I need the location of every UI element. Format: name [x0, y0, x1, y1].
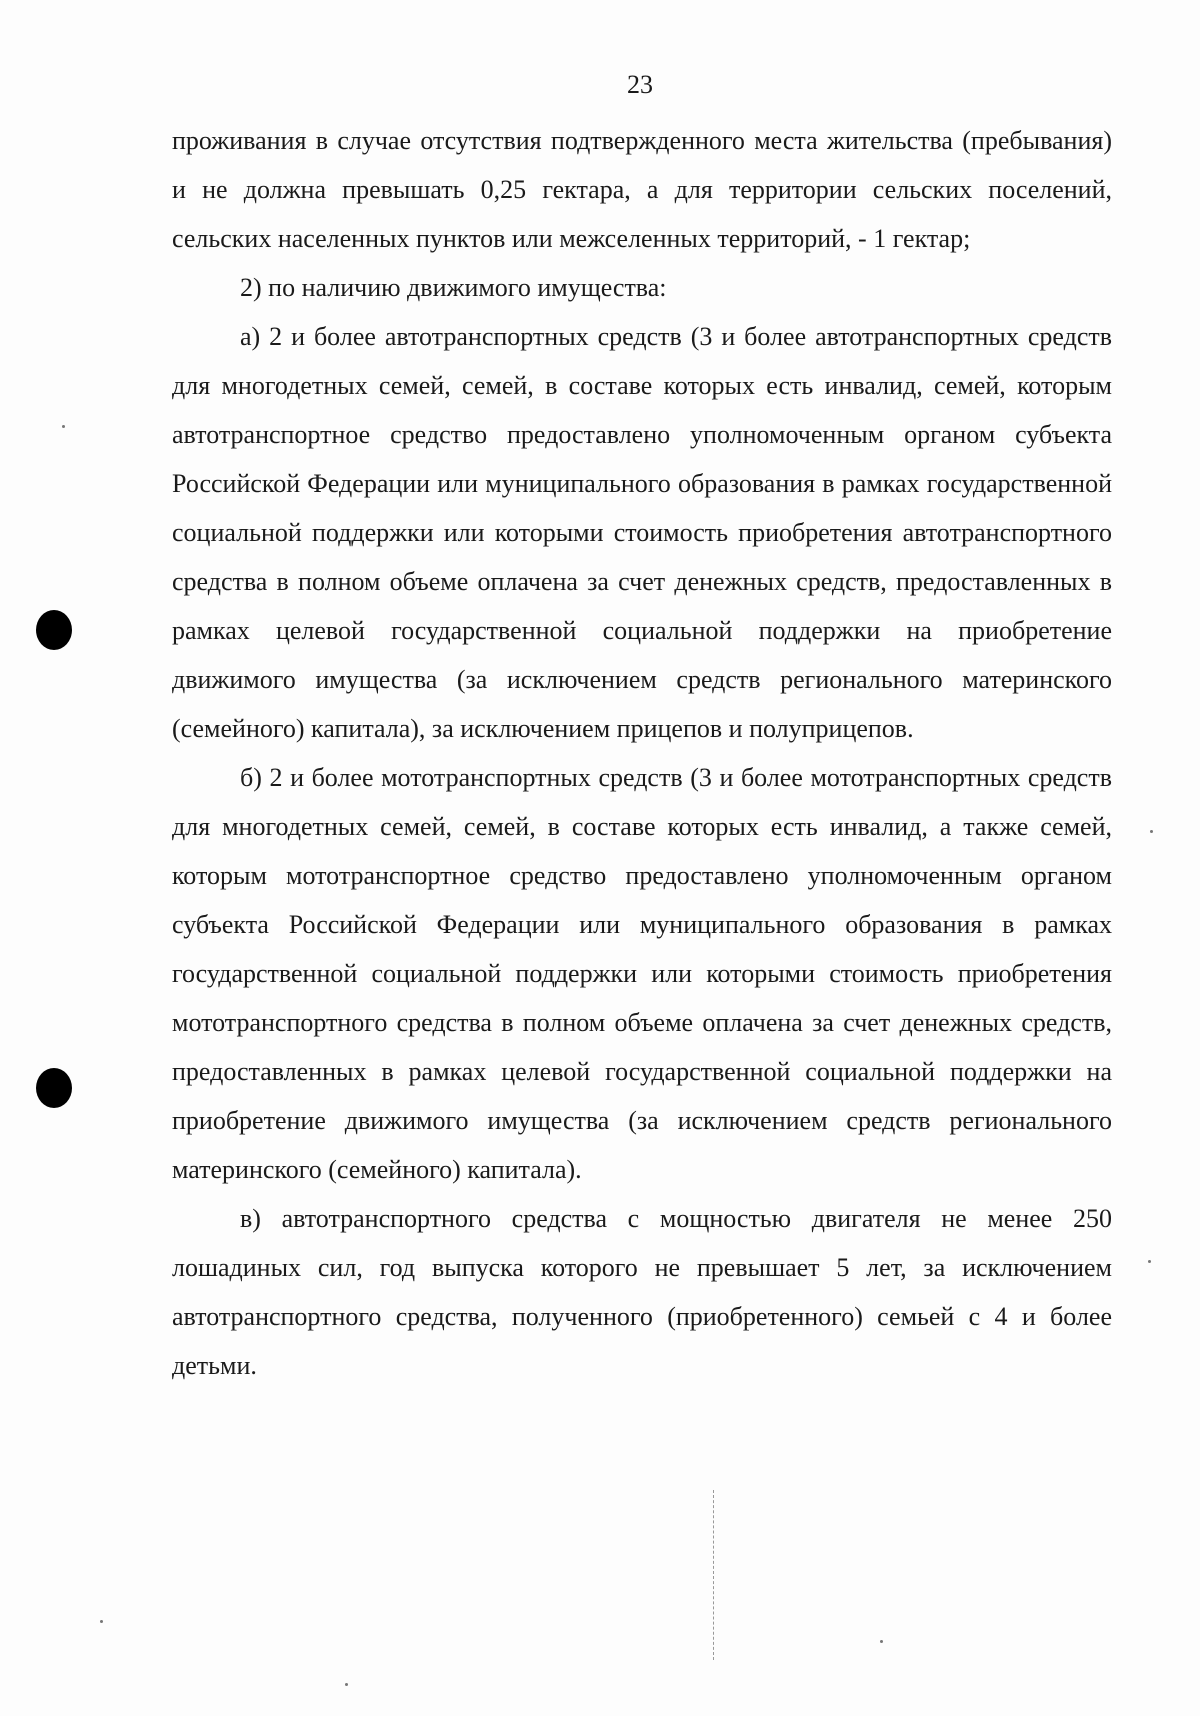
scan-artifact-line	[713, 1490, 715, 1660]
page-number: 23	[627, 70, 653, 99]
paragraph-subitem-v: в) автотранспортного средства с мощностью двигателя не менее 250 лошадиных сил, год выпуска которого не превышает 5 лет, за исключением автотранспортного средства, полученного (приобретенного) семьей с 4 и более детьми.	[172, 1204, 1112, 1380]
scan-artifact-dot	[880, 1640, 883, 1643]
paragraph-subitem-a: а) 2 и более автотранспортных средств (3 и более автотранспортных средств для многодетных семей, семей, в составе которых есть инвалид, семей, которым автотранспортное средство предоставлено уполномоченным органом субъекта Российской Федерации или муниципального образования в рамках государственной социальной поддержки или которыми стоимость приобретения автотранспортного средства в полном объеме оплачена за счет денежных средств, предоставленных в рамках целевой государственной социальной поддержки на приобретение движимого имущества (за исключением средств регионального материнского (семейного) капитала), за исключением прицепов и полуприцепов.	[172, 322, 1112, 743]
scan-artifact-dot	[100, 1620, 103, 1623]
scan-artifact-dot	[1150, 830, 1153, 833]
scan-artifact-dot	[1148, 1260, 1151, 1263]
paragraph-continuation: проживания в случае отсутствия подтвержденного места жительства (пребывания) и не должна превышать 0,25 гектара, а для территории сельских поселений, сельских населенных пунктов или межселенных территорий, - 1 гектар;	[172, 126, 1112, 253]
scan-artifact-dot	[345, 1683, 348, 1686]
punch-hole-mark	[36, 1068, 72, 1108]
document-body	[172, 116, 1112, 1390]
paragraph-subitem-b: б) 2 и более мототранспортных средств (3 и более мототранспортных средств для многодетных семей, семей, в составе которых есть инвалид, а также семей, которым мототранспортное средство предоставлено уполномоченным органом субъекта Российской Федерации или муниципального образования в рамках государственной социальной поддержки или которыми стоимость приобретения мототранспортного средства в полном объеме оплачена за счет денежных средств, предоставленных в рамках целевой государственной социальной поддержки на приобретение движимого имущества (за исключением средств регионального материнского (семейного) капитала).	[172, 763, 1112, 1184]
punch-hole-mark	[36, 610, 72, 650]
paragraph-item-2: 2) по наличию движимого имущества:	[240, 273, 667, 302]
scan-artifact-dot	[62, 425, 65, 428]
